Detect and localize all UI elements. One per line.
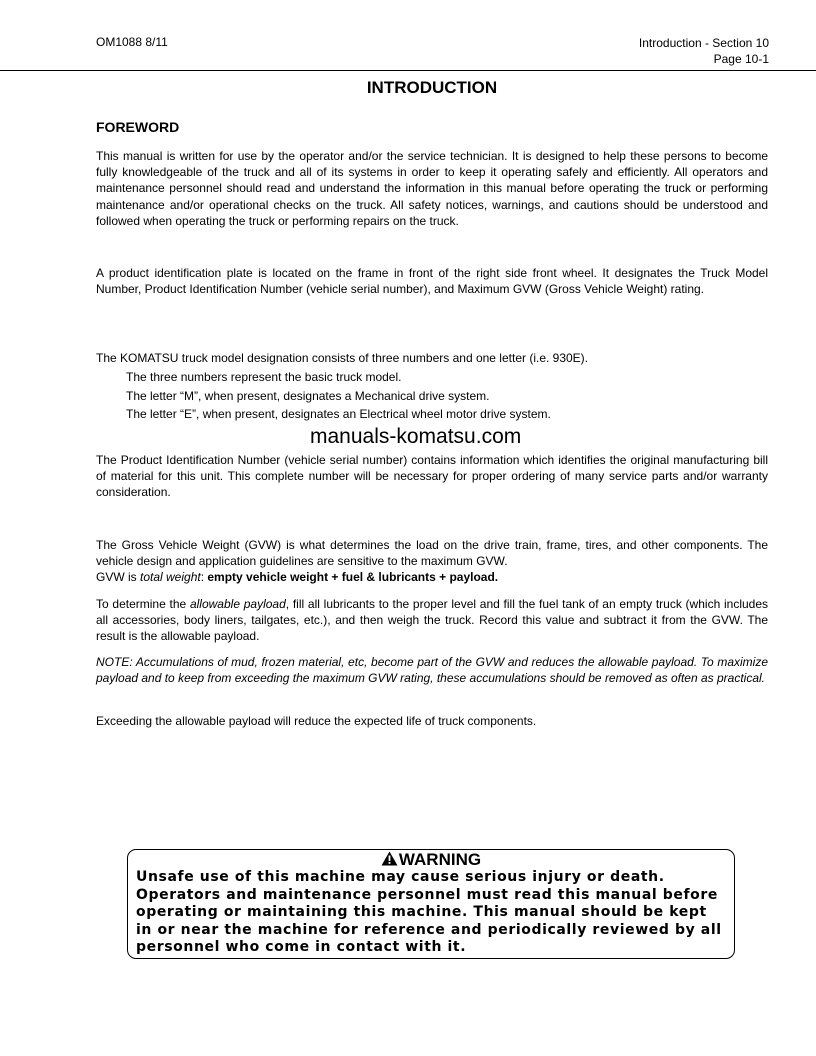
- page-header-right: [639, 35, 769, 67]
- payload-term: allowable payload: [189, 597, 286, 611]
- gvw-definition-colon: :: [200, 570, 208, 584]
- document-id: OM1088 8/11: [96, 35, 168, 49]
- payload-lead: To determine the: [96, 597, 190, 611]
- gvw-definition-lead: GVW is: [96, 570, 140, 584]
- section-label: Introduction - Section 10: [638, 36, 769, 50]
- gvw-definition-term: total weight: [140, 570, 201, 584]
- watermark-text: manuals-komatsu.com: [310, 425, 522, 448]
- warning-triangle-icon: [381, 851, 398, 871]
- model-designation-item: The letter “E”, when present, designates an Electrical wheel motor drive system.: [126, 407, 551, 421]
- foreword-paragraph: This manual is written for use by the operator and/or the service technician. It is designed to help these persons to become fully knowledgeable of the truck and all of its systems in order to keep it operating safely and efficiently. All operators and maintenance personnel should read and understand the information in this manual before operating the truck or performing maintenance and/or operational checks on the truck. All safety notices, warnings, and cautions should be understood and followed when operating the truck or performing repairs on the truck.: [96, 149, 768, 228]
- header-divider: [0, 70, 816, 71]
- payload-life-paragraph: Exceeding the allowable payload will reduce the expected life of truck components.: [96, 714, 537, 728]
- note-paragraph: NOTE: Accumulations of mud, frozen material, etc, become part of the GVW and reduces the allowable payload. To maximize payload and to keep from exceeding the maximum GVW rating, these accumulations should be removed as often as practical.: [96, 655, 768, 686]
- payload-body: , fill all lubricants to the proper level and fill the fuel tank of an empty truck (which includes all accessories, body liners, tailgates, etc.), and then weigh the truck. Record this value and subtract it from the GVW. The result is the allowable payload.: [96, 597, 769, 644]
- warning-title: WARNING: [398, 850, 482, 869]
- page-title: INTRODUCTION: [366, 78, 498, 97]
- page-number: Page 10-1: [713, 52, 769, 66]
- model-designation-item: The letter “M”, when present, designates a Mechanical drive system.: [126, 389, 490, 403]
- warning-heading: [128, 850, 734, 871]
- section-heading: FOREWORD: [96, 119, 180, 135]
- warning-text: Unsafe use of this machine may cause serious injury or death. Operators and maintenance personnel must read this manual before operating or maintaining this machine. This manual should be kept in or near the machine for reference and periodically reviewed by all personnel who come in contact with it.: [136, 869, 722, 955]
- gvw-definition-formula: empty vehicle weight + fuel & lubricants + payload.: [207, 570, 499, 584]
- model-designation-item: The three numbers represent the basic truck model.: [126, 370, 402, 384]
- warning-box: [127, 849, 735, 959]
- gvw-paragraph: The Gross Vehicle Weight (GVW) is what determines the load on the drive train, frame, tires, and other components. The vehicle design and application guidelines are sensitive to the maximum GVW.: [96, 538, 768, 569]
- allowable-payload-paragraph: [96, 596, 768, 645]
- identification-plate-paragraph: A product identification plate is located on the frame in front of the right side front wheel. It designates the Truck Model Number, Product Identification Number (vehicle serial number), and Maximum GVW (Gross Vehicle Weight) rating.: [96, 266, 768, 297]
- model-designation-paragraph: The KOMATSU truck model designation consists of three numbers and one letter (i.e. 930E).: [96, 351, 589, 365]
- gvw-definition: [96, 569, 768, 585]
- serial-number-paragraph: The Product Identification Number (vehicle serial number) contains information which identifies the original manufacturing bill of material for this unit. This complete number will be necessary for proper ordering of many service parts and/or warranty consideration.: [96, 453, 768, 500]
